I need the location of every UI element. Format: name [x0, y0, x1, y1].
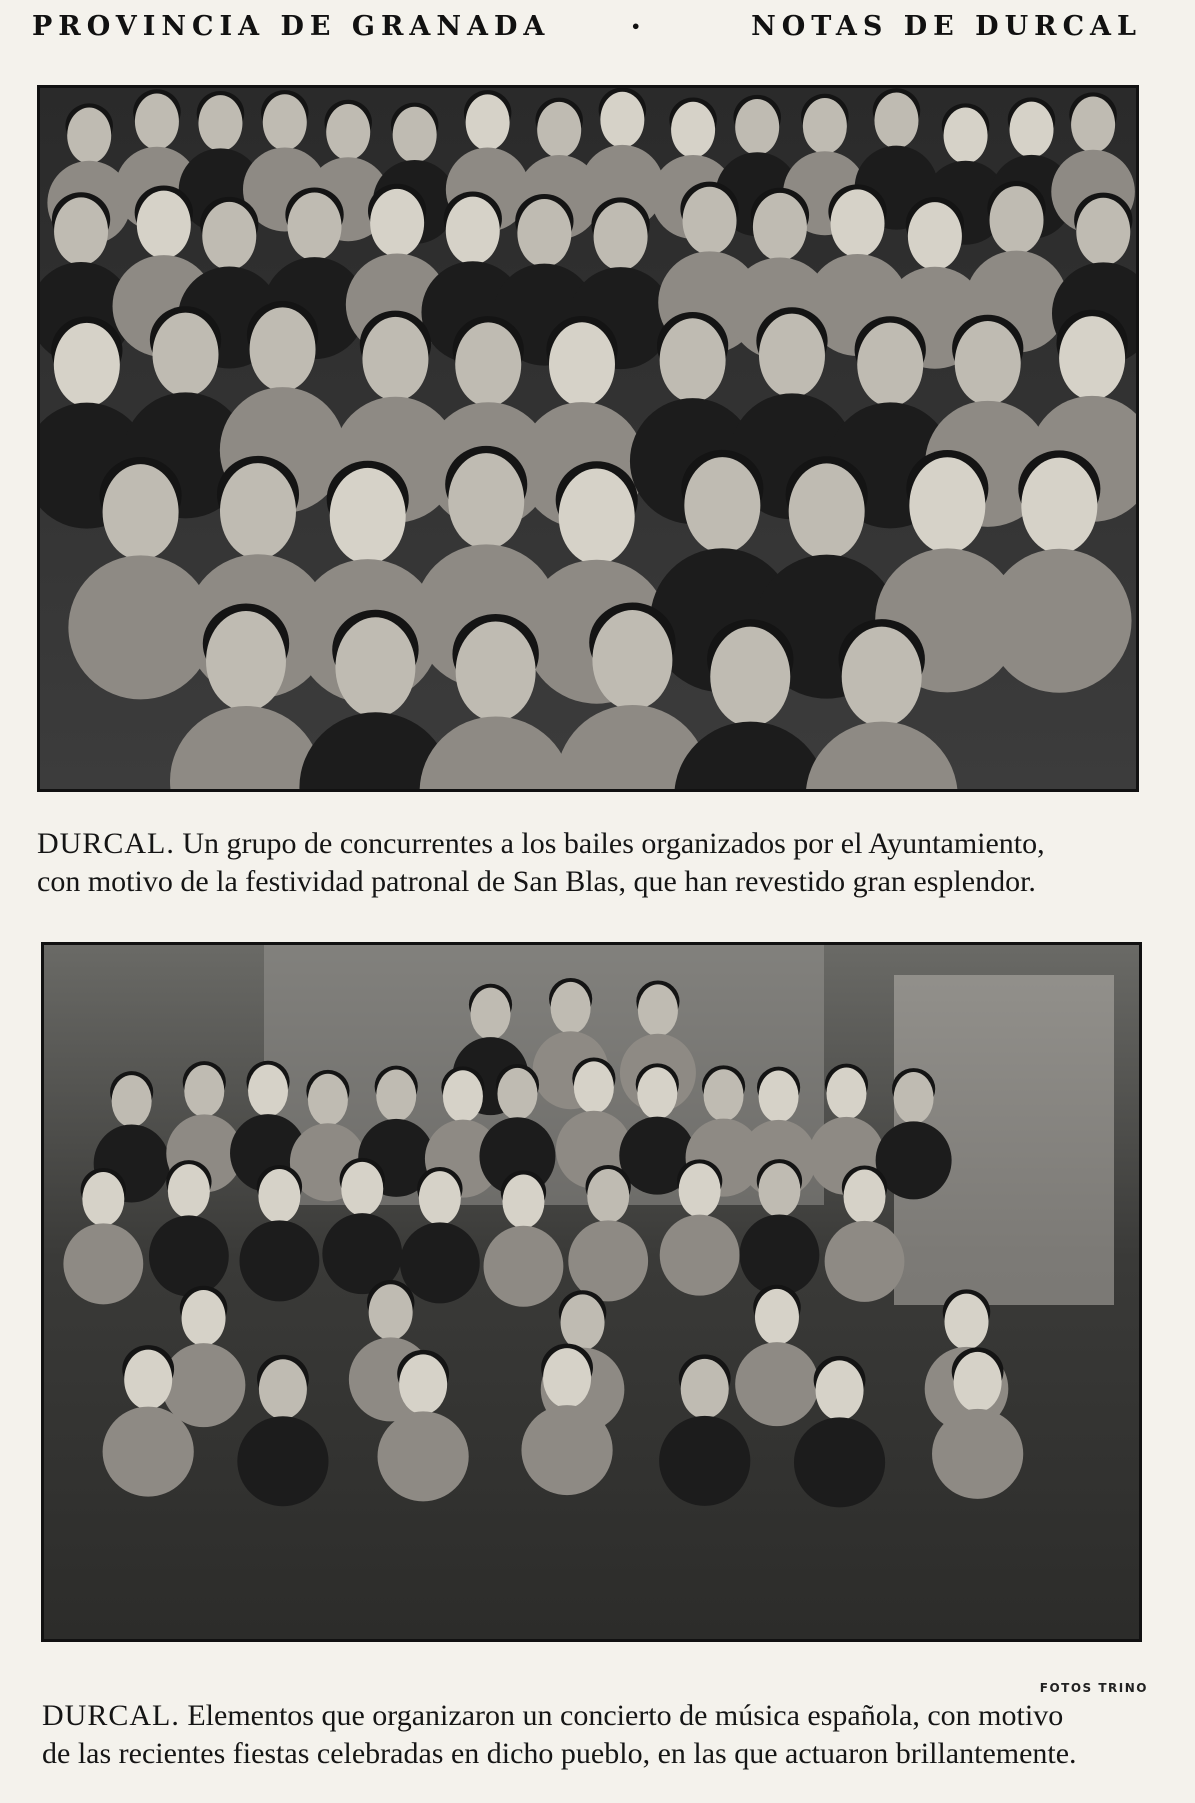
page-header: [32, 4, 1142, 48]
header-province: PROVINCIA DE GRANADA: [32, 10, 551, 42]
concert-group-photo: [41, 942, 1142, 1642]
header-section-title: NOTAS DE DURCAL: [751, 10, 1142, 42]
photo-credit: FOTOS TRINO: [1039, 1681, 1148, 1695]
group-at-dances-photo: [37, 85, 1139, 792]
caption-line-2: con motivo de la festividad patronal de San Blas, que han revestido gran esplendor.: [37, 865, 1036, 898]
header-separator: •: [630, 16, 641, 36]
caption-line-1: Elementos que organizaron un concierto de música española, con motivo: [187, 1699, 1064, 1732]
caption-lead: DURCAL.: [37, 827, 175, 860]
caption-line-2: de las recientes fiestas celebradas en dicho pueblo, en las que actuaron brillantemente.: [42, 1737, 1077, 1770]
caption-dances: [37, 825, 1147, 901]
caption-concert: [42, 1697, 1152, 1773]
caption-lead: DURCAL.: [42, 1699, 180, 1732]
caption-line-1: Un grupo de concurrentes a los bailes organizados por el Ayuntamiento,: [182, 827, 1045, 860]
